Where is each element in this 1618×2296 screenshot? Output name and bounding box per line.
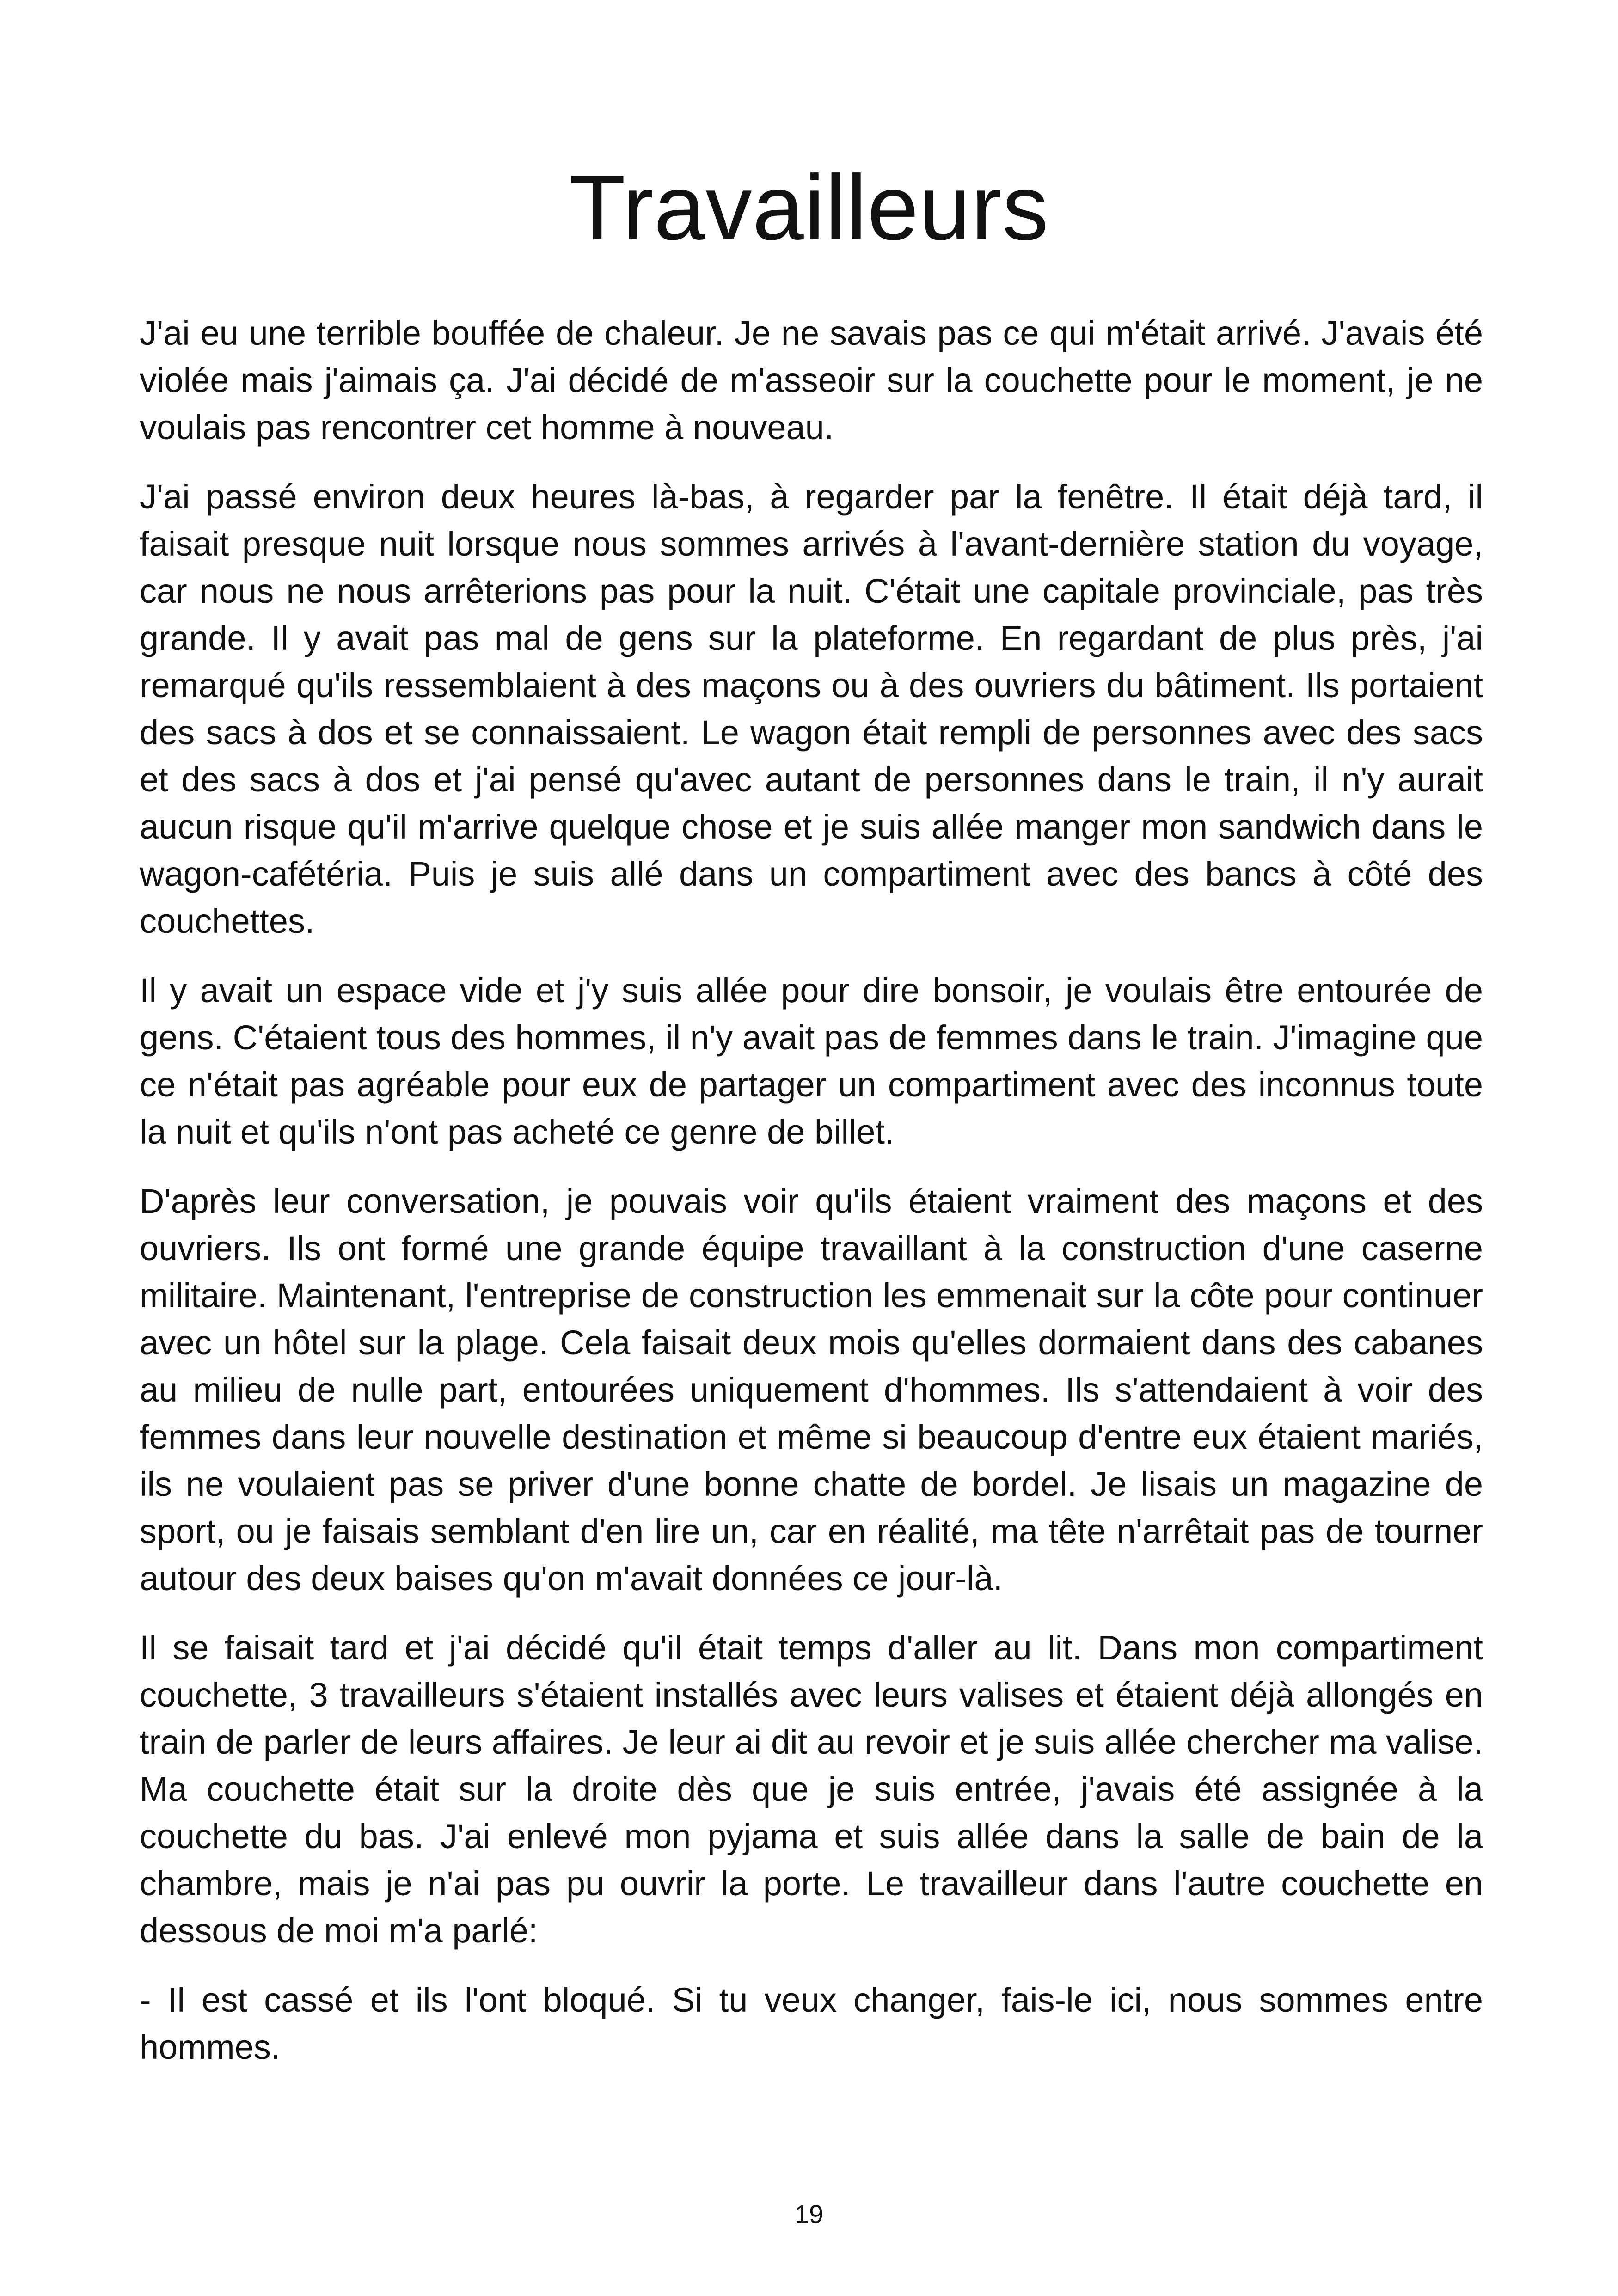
paragraph-5: Il se faisait tard et j'ai décidé qu'il était temps d'aller au lit. Dans mon compartiment couchette, 3 travailleurs s'étaient installés avec leurs valises et étaient déjà allongés en train de parler de leurs affaires. Je leur ai dit au revoir et je suis allée chercher ma valise. Ma couchette était sur la droite dès que je suis entrée, j'avais été assignée à la couchette du bas. J'ai enlevé mon pyjama et suis allée dans la salle de bain de la chambre, mais je n'ai pas pu ouvrir la porte. Le travailleur dans l'autre couchette en dessous de moi m'a parlé:	[140, 1629, 1483, 1950]
paragraph-3: Il y avait un espace vide et j'y suis allée pour dire bonsoir, je voulais être entourée de gens. C'étaient tous des hommes, il n'y avait pas de femmes dans le train. J'imagine que ce n'était pas agréable pour eux de partager un compartiment avec des inconnus toute la nuit et qu'ils n'ont pas acheté ce genre de billet.	[140, 971, 1483, 1151]
page-title: Travailleurs	[569, 156, 1049, 259]
paragraph-4: D'après leur conversation, je pouvais voir qu'ils étaient vraiment des maçons et des ouvriers. Ils ont formé une grande équipe travaillant à la construction d'une caserne militaire. Maintenant, l'entreprise de construction les emmenait sur la côte pour continuer avec un hôtel sur la plage. Cela faisait deux mois qu'elles dormaient dans des cabanes au milieu de nulle part, entourées uniquement d'hommes. Ils s'attendaient à voir des femmes dans leur nouvelle destination et même si beaucoup d'entre eux étaient mariés, ils ne voulaient pas se priver d'une bonne chatte de bordel. Je lisais un magazine de sport, ou je faisais semblant d'en lire un, car en réalité, ma tête n'arrêtait pas de tourner autour des deux baises qu'on m'avait données ce jour-là.	[140, 1182, 1483, 1598]
paragraph-6: - Il est cassé et ils l'ont bloqué. Si tu veux changer, fais-le ici, nous sommes entre hommes.	[140, 1981, 1483, 2066]
paragraph-2: J'ai passé environ deux heures là-bas, à regarder par la fenêtre. Il était déjà tard, il faisait presque nuit lorsque nous sommes arrivés à l'avant-dernière station du voyage, car nous ne nous arrêterions pas pour la nuit. C'était une capitale provinciale, pas très grande. Il y avait pas mal de gens sur la plateforme. En regardant de plus près, j'ai remarqué qu'ils ressemblaient à des maçons ou à des ouvriers du bâtiment. Ils portaient des sacs à dos et se connaissaient. Le wagon était rempli de personnes avec des sacs et des sacs à dos et j'ai pensé qu'avec autant de personnes dans le train, il n'y aurait aucun risque qu'il m'arrive quelque chose et je suis allée manger mon sandwich dans le wagon-cafétéria. Puis je suis allé dans un compartiment avec des bancs à côté des couchettes.	[140, 478, 1483, 940]
paragraph-1: J'ai eu une terrible bouffée de chaleur. Je ne savais pas ce qui m'était arrivé. J'avais été violée mais j'aimais ça. J'ai décidé de m'asseoir sur la couchette pour le moment, je ne voulais pas rencontrer cet homme à nouveau.	[140, 314, 1483, 447]
body-text	[140, 310, 1483, 2093]
page-number: 19	[794, 2199, 824, 2229]
